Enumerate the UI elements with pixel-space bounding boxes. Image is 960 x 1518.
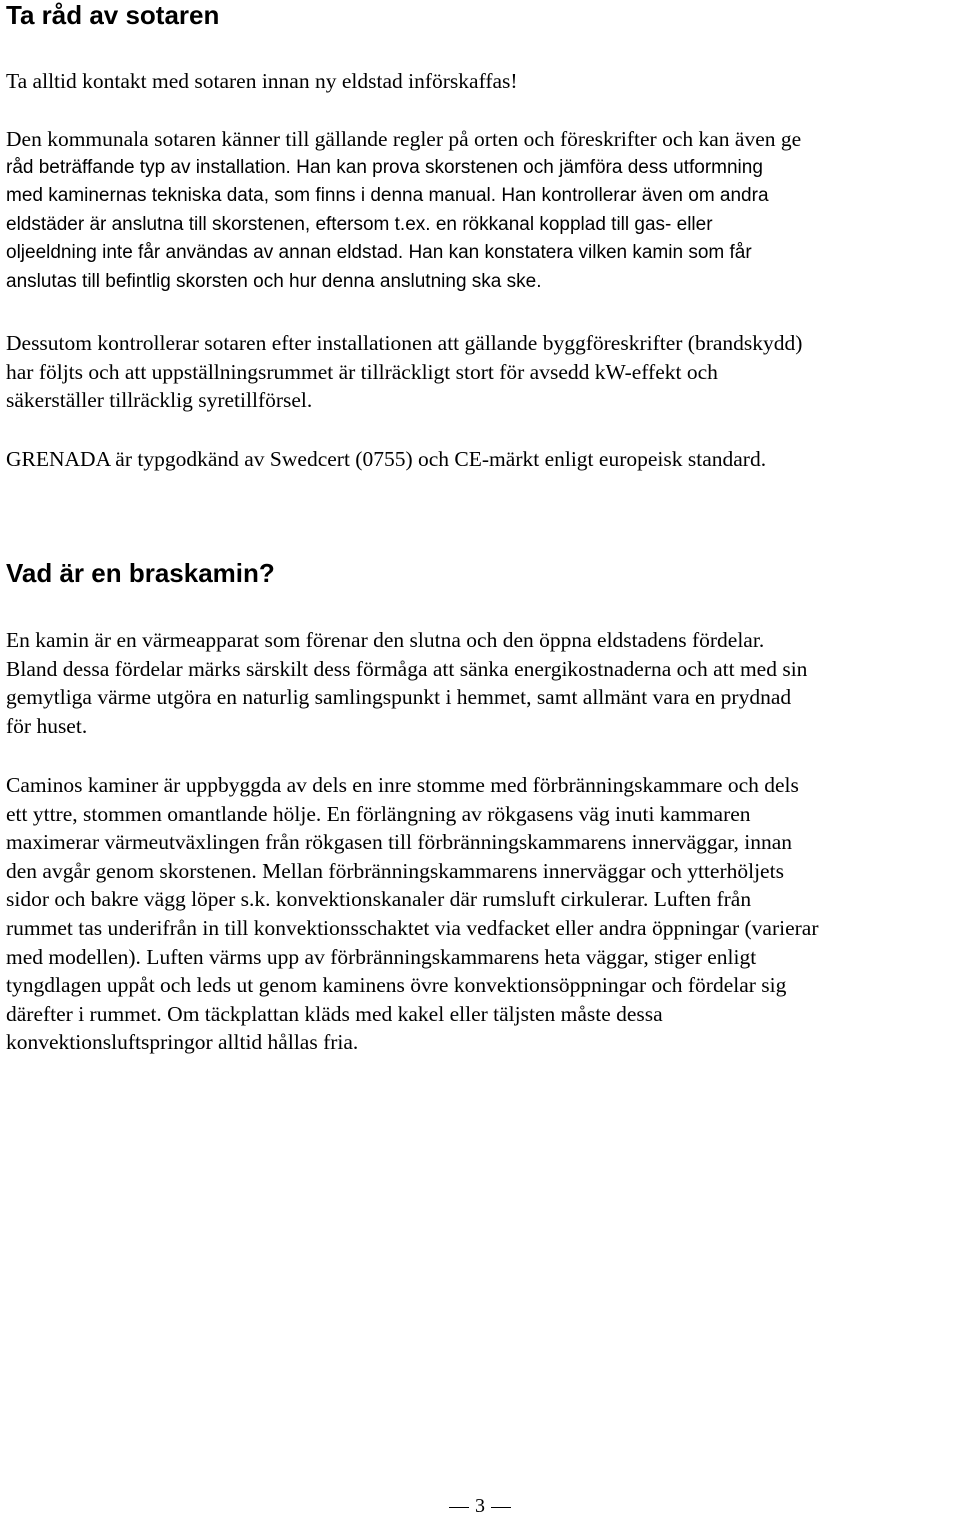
text-line: Dessutom kontrollerar sotaren efter installationen att gällande byggföreskrifter (brandskydd): [6, 331, 803, 355]
text-line: maximerar värmeutväxlingen från rökgasen till förbränningskammarens innerväggar, innan: [6, 830, 792, 855]
paragraph-kamin-construction: [6, 771, 819, 1057]
paragraph-contact: [6, 67, 518, 96]
text-line: har följts och att uppställningsrummet är tillräckligt stort för avsedd kW-effekt och: [6, 359, 718, 384]
text-line: med modellen). Luften värms upp av förbränningskammarens heta väggar, stiger enligt: [6, 944, 757, 969]
text-line: Ta alltid kontakt med sotaren innan ny eldstad införskaffas!: [6, 69, 518, 93]
footer-dash-left: [449, 1507, 469, 1508]
text-line: Den kommunala sotaren känner till gällande regler på orten och föreskrifter och kan även ge: [6, 127, 802, 151]
page-number: 3: [475, 1495, 485, 1517]
text-line: med kaminernas tekniska data, som finns i denna manual. Han kontrollerar även om andra: [6, 185, 769, 207]
section-heading-sotaren: Ta råd av sotaren: [6, 0, 220, 30]
text-line: Bland dessa fördelar märks särskilt dess förmåga att sänka energikostnaderna och att med sin: [6, 656, 808, 681]
text-line: anslutas till befintlig skorsten och hur denna anslutning ska ske.: [6, 270, 542, 292]
footer-dash-right: [491, 1507, 511, 1508]
paragraph-sotaren-rules: [6, 125, 801, 297]
section-heading-braskamin: Vad är en braskamin?: [6, 558, 275, 588]
text-line: GRENADA är typgodkänd av Swedcert (0755) och CE-märkt enligt europeisk standard.: [6, 447, 767, 471]
text-line: säkerställer tillräcklig syretillförsel.: [6, 388, 313, 413]
text-line: gemytliga värme utgöra en naturlig samlingspunkt i hemmet, samt allmänt vara en prydnad: [6, 685, 792, 710]
paragraph-kamin-intro: [6, 626, 807, 740]
text-line: eldstäder är anslutna till skorstenen, eftersom t.ex. en rökkanal kopplad till gas- eller: [6, 213, 713, 235]
paragraph-certification: [6, 445, 766, 474]
text-line: konvektionsluftspringor alltid hållas fria.: [6, 1030, 359, 1055]
text-line: sidor och bakre vägg löper s.k. konvektionskanaler där rumsluft cirkulerar. Luften från: [6, 887, 752, 912]
text-line: råd beträffande typ av installation. Han kan prova skorstenen och jämföra dess utformning: [6, 156, 763, 178]
text-line: rummet tas underifrån in till konvektionsschaktet via vedfacket eller andra öppningar (varierar: [6, 915, 819, 940]
text-line: tyngdlagen uppåt och leds ut genom kaminens övre konvektionsöppningar och fördelar sig: [6, 973, 787, 998]
page-footer: [0, 1494, 960, 1518]
text-line: den avgår genom skorstenen. Mellan förbränningskammarens innerväggar och ytterhöljets: [6, 858, 784, 883]
text-line: En kamin är en värmeapparat som förenar den slutna och den öppna eldstadens fördelar.: [6, 628, 765, 652]
text-line: därefter i rummet. Om täckplattan kläds med kakel eller täljsten måste dessa: [6, 1001, 663, 1026]
paragraph-installation-check: [6, 329, 802, 415]
text-line: ett yttre, stommen omantlande hölje. En förlängning av rökgasens väg inuti kammaren: [6, 801, 751, 826]
text-line: oljeeldning inte får användas av annan eldstad. Han kan konstatera vilken kamin som får: [6, 242, 752, 264]
text-line: Caminos kaminer är uppbyggda av dels en inre stomme med förbränningskammare och dels: [6, 773, 799, 797]
text-line: för huset.: [6, 713, 88, 738]
